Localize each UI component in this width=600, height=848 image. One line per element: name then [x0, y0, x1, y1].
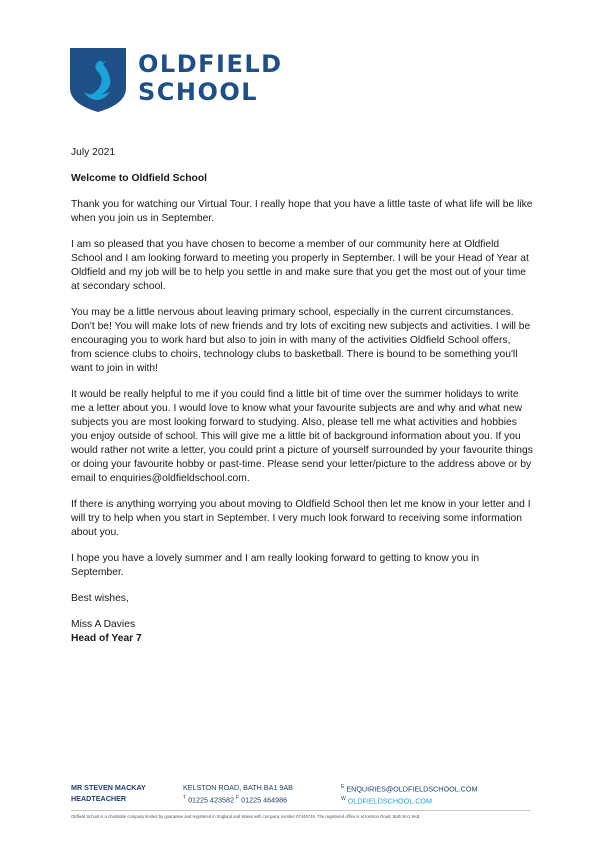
footer-headteacher	[71, 782, 146, 804]
web-label: W	[341, 796, 346, 803]
footer-divider	[71, 810, 531, 811]
email-link[interactable]: ENQUIRIES@OLDFIELDSCHOOL.COM	[346, 784, 478, 794]
letter-paragraph: Thank you for watching our Virtual Tour. I really hope that you have a little taste of what life will be like when you join us in September.	[71, 199, 533, 224]
footer-contact	[183, 782, 293, 805]
letter-closing: Best wishes,	[71, 593, 129, 604]
letter-paragraph: I hope you have a lovely summer and I am really looking forward to getting to know you in September.	[71, 553, 480, 578]
letter-paragraph: You may be a little nervous about leaving primary school, especially in the current circumstances. Don't be! You will make lots of new friends and try lots of exciting new subjects and activities. I will be encouraging you to work hard but also to join in with many of the activities Oldfield School offers, from science clubs to choirs, technology clubs to basketball. There is bound to be something you'll want to join in with!	[71, 307, 531, 374]
signatory-title: Head of Year 7	[71, 633, 142, 644]
school-address: KELSTON ROAD, BATH BA1 9AB	[183, 783, 293, 792]
school-name-line2: SCHOOL	[138, 78, 259, 106]
phone-fax-line	[183, 793, 293, 805]
letter-paragraph: It would be really helpful to me if you could find a little bit of time over the summer holidays to write me a letter about you. I would love to know what your favourite subjects are and why and what new subjects you are most looking forward to studying. Also, please tell me what activities and hobbies you enjoy outside of school. This will give me a little bit of background information about you. If you would rather not write a letter, you could print a picture of yourself surrounded by your favourite things or doing your favourite hobby or past-time. Please send your letter/picture to the address above or by email to enquiries@oldfieldschool.com.	[71, 389, 533, 484]
letter-paragraph: If there is anything worrying you about moving to Oldfield School then let me know in your letter and I will try to help when you start in September. I very much look forward to receiving some information about you.	[71, 499, 531, 538]
fax-label: F	[236, 795, 240, 801]
phone-label: T	[183, 795, 187, 801]
signatory-name: Miss A Davies	[71, 619, 136, 630]
legal-notice: Oldfield School is a charitable company limited by guarantee and registered in England and Wales with company number 07445745. The registered office is at Kelston Road, Bath BA1 9AB	[71, 814, 420, 819]
fax-number: 01225 464986	[241, 795, 288, 805]
letter-body	[71, 146, 533, 646]
web-line	[341, 794, 477, 806]
school-wordmark	[138, 50, 283, 106]
email-label: E	[341, 784, 345, 790]
letter-heading: Welcome to Oldfield School	[71, 173, 207, 184]
letter-date: July 2021	[71, 147, 116, 158]
headteacher-title: HEADTEACHER	[71, 794, 127, 803]
headteacher-name: MR STEVEN MACKAY	[71, 783, 146, 792]
school-logo	[70, 48, 290, 114]
website-link[interactable]: OLDFIELDSCHOOL.COM	[347, 796, 433, 806]
letter-paragraph: I am so pleased that you have chosen to become a member of our community here at Oldfield School and I am looking forward to meeting you properly in September. I will be your Head of Year at Oldfield and my job will be to help you settle in and make sure that you get the most out of your time at secondary school.	[71, 239, 529, 292]
footer-online	[341, 782, 477, 807]
swan-shield-icon	[70, 48, 126, 112]
phone-number: 01225 423582	[188, 795, 235, 805]
school-name-line1: OLDFIELD	[138, 50, 283, 78]
email-line	[341, 782, 477, 794]
